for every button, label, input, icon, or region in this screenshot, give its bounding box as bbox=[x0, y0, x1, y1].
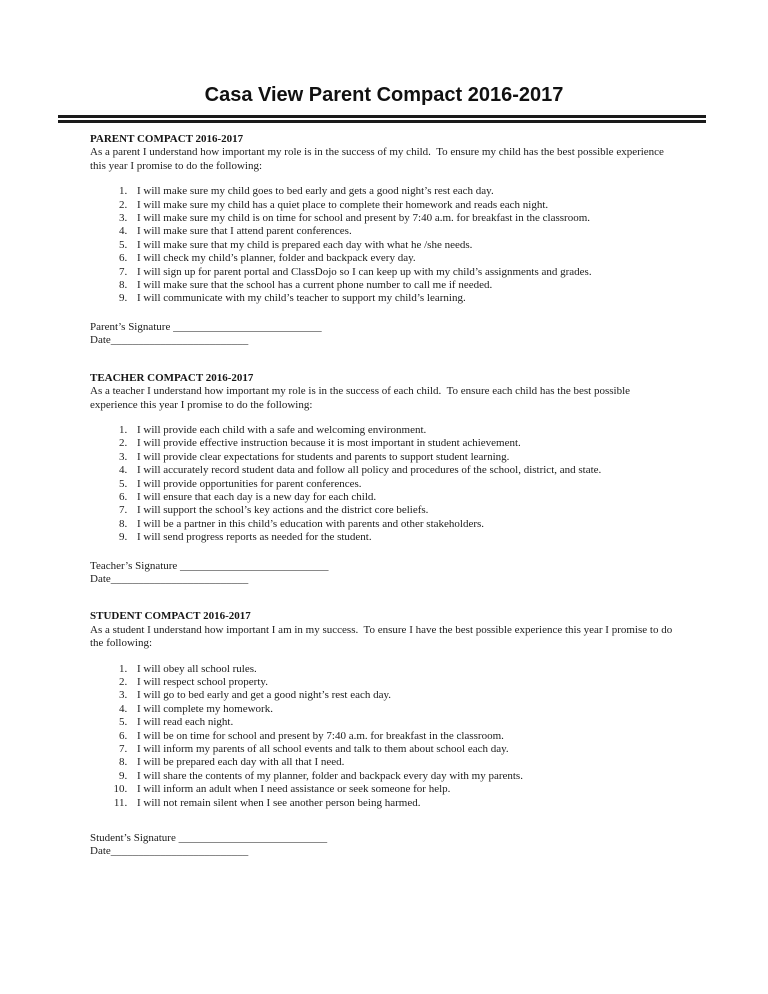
list-item: 7. I will sign up for parent portal and ClassDojo so I can keep up with my child’s assignments and grades. bbox=[130, 266, 678, 279]
parent-date-line: Date_________________________ bbox=[90, 334, 249, 347]
list-item: 10. I will inform an adult when I need assistance or seek someone for help. bbox=[130, 783, 678, 796]
list-item: 7. I will inform my parents of all school events and talk to them about school each day. bbox=[130, 743, 678, 756]
teacher-promise-list bbox=[90, 424, 678, 545]
parent-promise-list bbox=[90, 185, 678, 306]
double-rule-divider bbox=[58, 115, 706, 123]
student-signature-line: Student’s Signature ___________________________ bbox=[90, 832, 328, 845]
list-item: 2. I will respect school property. bbox=[130, 676, 678, 689]
list-item: 9. I will share the contents of my planner, folder and backpack every day with my parents. bbox=[130, 770, 678, 783]
student-date-line: Date_________________________ bbox=[90, 845, 249, 858]
page-title: Casa View Parent Compact 2016-2017 bbox=[204, 84, 564, 106]
teacher-section-heading: TEACHER COMPACT 2016-2017 bbox=[90, 371, 254, 384]
student-section-intro: As a student I understand how important I am in my success. To ensure I have the best possible experience this year I promise to do the following: bbox=[90, 623, 675, 650]
list-item: 9. I will send progress reports as needed for the student. bbox=[130, 531, 678, 544]
list-item: 6. I will check my child’s planner, folder and backpack every day. bbox=[130, 252, 678, 265]
list-item: 3. I will make sure my child is on time for school and present by 7:40 a.m. for breakfast in the classroom. bbox=[130, 212, 678, 225]
teacher-signature-line: Teacher’s Signature ___________________________ bbox=[90, 559, 329, 572]
student-section-heading: STUDENT COMPACT 2016-2017 bbox=[90, 610, 251, 623]
list-item: 8. I will make sure that the school has a current phone number to call me if needed. bbox=[130, 279, 678, 292]
parent-signature-line: Parent’s Signature ___________________________ bbox=[90, 320, 322, 333]
list-item: 3. I will provide clear expectations for students and parents to support student learning. bbox=[130, 451, 678, 464]
list-item: 8. I will be a partner in this child’s education with parents and other stakeholders. bbox=[130, 518, 678, 531]
list-item: 6. I will be on time for school and present by 7:40 a.m. for breakfast in the classroom. bbox=[130, 730, 678, 743]
teacher-section-intro: As a teacher I understand how important my role is in the success of each child. To ensure each child has the best possible experience this year I promise to do the following: bbox=[90, 385, 633, 411]
list-item: 4. I will accurately record student data and follow all policy and procedures of the school, district, and state. bbox=[130, 464, 678, 477]
list-item: 2. I will provide effective instruction because it is most important in student achievement. bbox=[130, 437, 678, 450]
teacher-date-line: Date_________________________ bbox=[90, 572, 249, 585]
list-item: 6. I will ensure that each day is a new day for each child. bbox=[130, 491, 678, 504]
list-item: 1. I will obey all school rules. bbox=[130, 663, 678, 676]
list-item: 4. I will make sure that I attend parent conferences. bbox=[130, 225, 678, 238]
parent-compact-section bbox=[90, 133, 678, 348]
list-item: 5. I will read each night. bbox=[130, 716, 678, 729]
list-item: 9. I will communicate with my child’s teacher to support my child’s learning. bbox=[130, 292, 678, 305]
student-promise-list bbox=[90, 663, 678, 810]
document-body bbox=[90, 133, 678, 859]
list-item: 1. I will provide each child with a safe and welcoming environment. bbox=[130, 424, 678, 437]
list-item: 1. I will make sure my child goes to bed early and gets a good night’s rest each day. bbox=[130, 185, 678, 198]
divider-bottom-line bbox=[58, 120, 706, 123]
teacher-compact-section bbox=[90, 372, 678, 587]
list-item: 5. I will provide opportunities for parent conferences. bbox=[130, 478, 678, 491]
student-compact-section bbox=[90, 610, 678, 859]
list-item: 2. I will make sure my child has a quiet place to complete their homework and reads each night. bbox=[130, 199, 678, 212]
list-item: 8. I will be prepared each day with all that I need. bbox=[130, 756, 678, 769]
parent-section-intro: As a parent I understand how important my role is in the success of my child. To ensure my child has the best possible experience this year I promise to do the following: bbox=[90, 146, 667, 172]
list-item: 3. I will go to bed early and get a good night’s rest each day. bbox=[130, 689, 678, 702]
list-item: 7. I will support the school’s key actions and the district core beliefs. bbox=[130, 504, 678, 517]
list-item: 11. I will not remain silent when I see another person being harmed. bbox=[130, 797, 678, 810]
list-item: 4. I will complete my homework. bbox=[130, 703, 678, 716]
list-item: 5. I will make sure that my child is prepared each day with what he /she needs. bbox=[130, 239, 678, 252]
parent-section-heading: PARENT COMPACT 2016-2017 bbox=[90, 133, 244, 145]
